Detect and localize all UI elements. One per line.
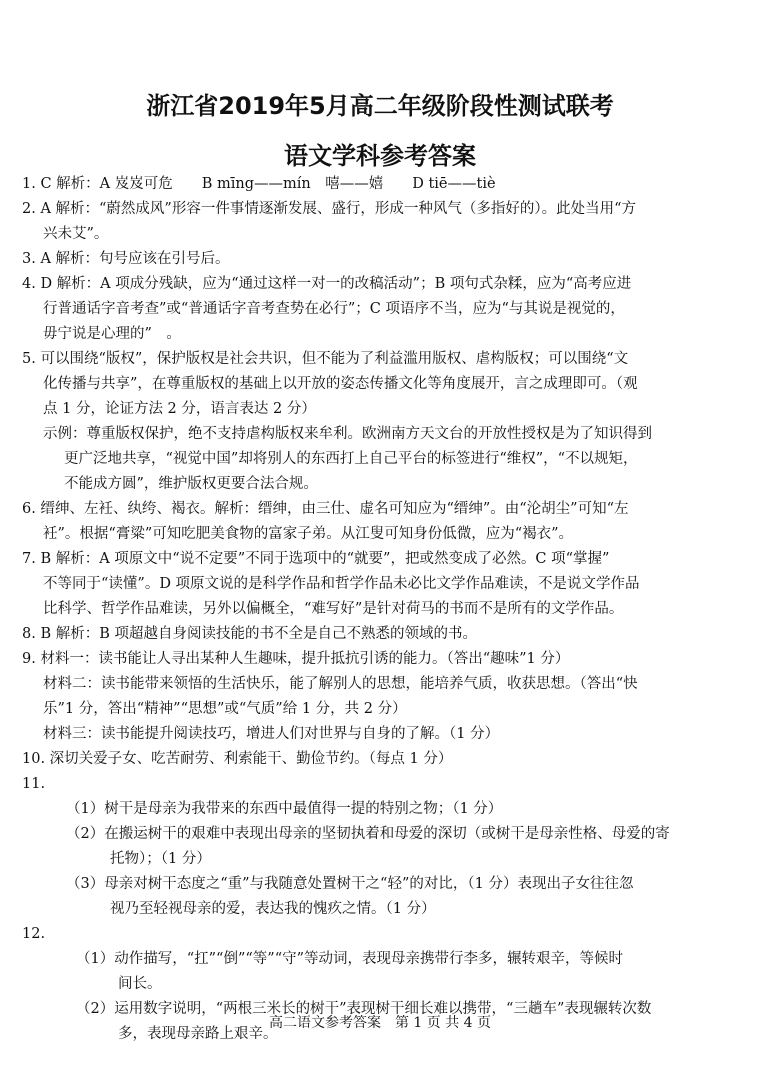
text-line: 3. A 解析：句号应该在引号后。	[22, 251, 230, 267]
text-line: 点 1 分，论证方法 2 分，语言表达 2 分）	[43, 401, 316, 417]
page-footer: 高二语文参考答案 第 1 页 共 4 页	[268, 1015, 492, 1031]
text-line: （1）动作描写，“扛”“倒”“等”“守”等动词，表现母亲携带行李多，辗转艰辛，等候时	[76, 951, 624, 967]
text-line: 8. B 解析：B 项超越自身阅读技能的书不全是自己不熟悉的领域的书。	[22, 626, 477, 642]
text-line: 6. 缙绅、左衽、纨绔、褐衣。解析：缙绅，由三仕、虚名可知应为“缙绅”。由“沦胡尘”可知“左	[22, 501, 629, 517]
text-line: 材料二：读书能带来领悟的生活快乐，能了解别人的思想，能培养气质，收获思想。（答出“快	[43, 676, 638, 692]
text-line: 兴未艾”。	[43, 226, 109, 242]
text-line: 1. C 解析：A 岌岌可危 B mīng——mín 嘻——嬉 D tiē——tiè	[22, 176, 496, 192]
text-line: 化传播与共享”，在尊重版权的基础上以开放的姿态传播文化等角度展开，言之成理即可。（观	[43, 376, 638, 392]
text-line: 12.	[22, 926, 46, 942]
text-line: 更广泛地共享，“视觉中国”却将别人的东西打上自己平台的标签进行“维权”，“不以规矩，	[64, 451, 638, 467]
text-line: 间长。	[118, 976, 162, 992]
text-line: 视乃至轻视母亲的爱，表达我的愧疚之情。（1 分）	[110, 901, 436, 917]
text-line: 不能成方圆”，维护版权更要合法合规。	[64, 476, 318, 492]
text-line: 毋宁说是心理的” 。	[43, 326, 181, 342]
text-line: 材料三：读书能提升阅读技巧，增进人们对世界与自身的了解。（1 分）	[43, 726, 500, 742]
text-line: 多，表现母亲路上艰辛。	[118, 1026, 278, 1042]
text-line: 11.	[22, 776, 46, 792]
text-line: 比科学、哲学作品难读，另外以偏概全，“难写好”是针对荷马的书而不是所有的文学作品。	[43, 601, 624, 617]
document-subtitle: 语文学科参考答案	[284, 142, 476, 170]
text-line: （2）在搬运树干的艰难中表现出母亲的坚韧执着和母爱的深切（或树干是母亲性格、母爱的寄	[66, 826, 670, 842]
text-line: （1）树干是母亲为我带来的东西中最值得一提的特别之物；（1 分）	[66, 801, 503, 817]
text-line: 衽”。根据“膏粱”可知吃肥美食物的富家子弟。从江叟可知身份低微，应为“褐衣”。	[43, 526, 574, 542]
text-line: （3）母亲对树干态度之“重”与我随意处置树干之“轻”的对比，（1 分）表现出子女往往忽	[66, 876, 634, 892]
text-line: 5. 可以围绕“版权”，保护版权是社会共识，但不能为了利益滥用版权、虐构版权；可以围绕“文	[22, 351, 629, 367]
text-line: 10. 深切关爱子女、吃苦耐劳、利索能干、勤俭节约。（每点 1 分）	[22, 751, 453, 767]
text-line: 示例：尊重版权保护，绝不支持虐构版权来牟利。欧洲南方天文台的开放性授权是为了知识得到	[43, 426, 652, 442]
text-line: 9. 材料一：读书能让人寻出某种人生趣味，提升抵抗引诱的能力。（答出“趣味”1 分）	[22, 651, 570, 667]
text-line: 7. B 解析：A 项原文中“说不定要”不同于选项中的“就要”，把或然变成了必然。C 项“掌握”	[22, 551, 610, 567]
text-line: 4. D 解析：A 项成分残缺，应为“通过这样一对一的改稿活动”；B 项句式杂糅，应为“高考应进	[22, 276, 632, 292]
text-line: （2）运用数字说明，“两根三米长的树干”表现树干细长难以携带，“三趟车”表现辗转次数	[76, 1001, 652, 1017]
text-line: 行普通话字音考查”或“普通话字音考查势在必行”；C 项语序不当，应为“与其说是视觉的，	[43, 301, 625, 317]
text-line: 不等同于“读懂”。D 项原文说的是科学作品和哲学作品未必比文学作品难读，不是说文学作品	[43, 576, 640, 592]
text-line: 2. A 解析：“蔚然成风”形容一件事情逐渐发展、盛行，形成一种风气（多指好的）。此处当用“方	[22, 201, 637, 217]
text-line: 乐”1 分，答出“精神”“思想”或“气质”给 1 分，共 2 分）	[43, 701, 407, 717]
document-title: 浙江省2019年5月高二年级阶段性测试联考	[146, 92, 614, 120]
text-line: 托物）；（1 分）	[110, 851, 211, 867]
